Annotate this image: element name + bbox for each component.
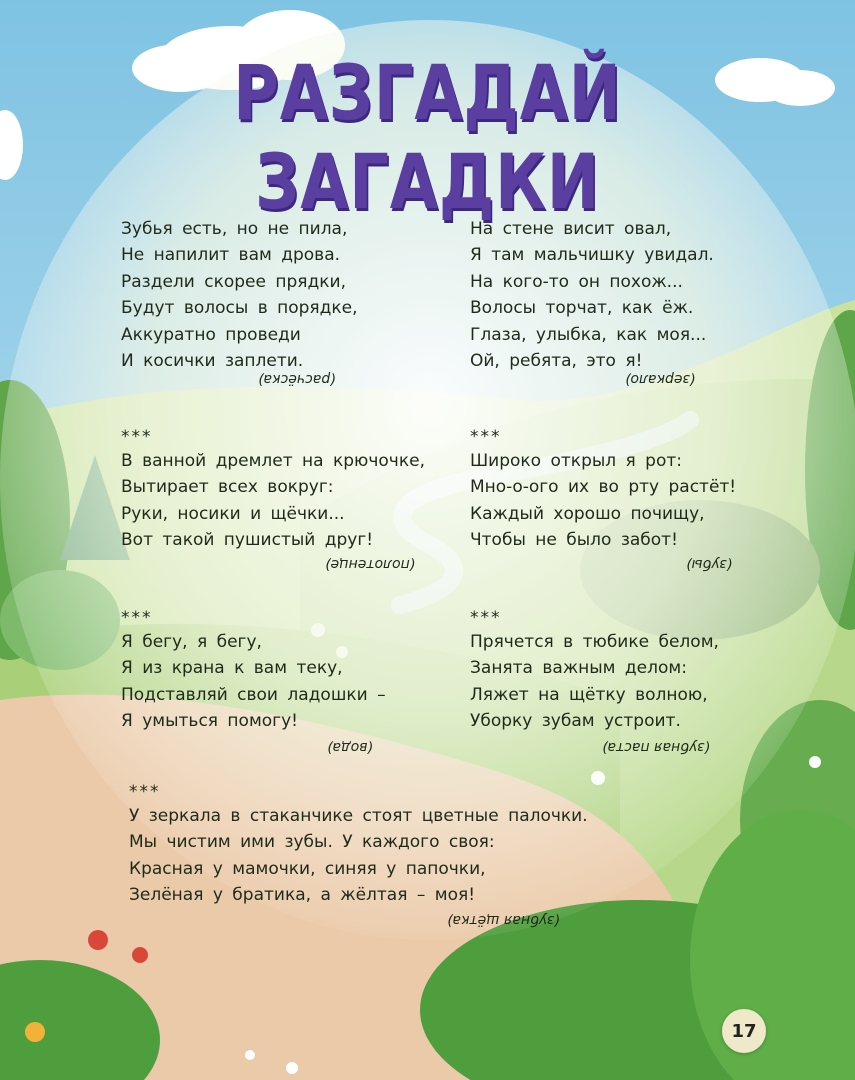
riddle-line: Не напилит вам дрова. [121, 245, 341, 266]
riddle-line: Я бегу, я бегу, [121, 632, 262, 652]
stars-separator: *** [470, 608, 502, 628]
riddle-line: Чтобы не было забот! [470, 530, 678, 551]
riddle-toothpaste [470, 605, 719, 735]
page-number: 17 [722, 1009, 766, 1053]
riddle-comb [121, 216, 358, 374]
page-title: РАЗГАДАЙ ЗАГАДКИ [233, 48, 622, 226]
stars-separator: *** [129, 782, 161, 802]
riddle-line: Мы чистим ими зубы. У каждого своя: [129, 832, 495, 853]
riddle-line: Будут волосы в порядке, [121, 298, 358, 319]
answer-upside-down: (зеркало) [625, 371, 696, 387]
riddle-water [121, 605, 386, 735]
riddle-line: Раздели скорее прядки, [121, 271, 346, 292]
riddle-line: Я умыться помогу! [121, 711, 298, 732]
riddle-line: Ой, ребята, это я! [470, 351, 643, 372]
answer-upside-down: (расчёска) [258, 371, 336, 387]
answer-upside-down: (зубная щётка) [447, 912, 560, 928]
riddle-line: Глаза, улыбка, как моя... [470, 324, 707, 345]
riddle-line: Занята важным делом: [470, 658, 687, 679]
riddle-line: Я из крана к вам теку, [121, 658, 343, 679]
riddle-line: Подставляй свои ладошки – [121, 684, 386, 705]
riddle-line: Аккуратно проведи [121, 324, 301, 345]
answer-upside-down: (зубы) [686, 556, 733, 572]
riddle-line: На кого-то он похож... [470, 271, 683, 292]
answer-upside-down: (зубная паста) [602, 739, 711, 755]
riddle-line: Широко открыл я рот: [470, 451, 682, 471]
riddle-towel [121, 424, 425, 554]
riddle-line: Зубья есть, но не пила, [121, 219, 348, 239]
stars-separator: *** [470, 427, 502, 447]
riddle-line: Я там мальчишку увидал. [470, 245, 714, 266]
riddle-mirror [470, 216, 714, 374]
riddle-line: Прячется в тюбике белом, [470, 632, 719, 652]
riddle-line: Волосы торчат, как ёж. [470, 298, 694, 319]
riddle-line: Вытирает всех вокруг: [121, 477, 334, 498]
riddle-toothbrush [129, 779, 588, 909]
riddle-line: Вот такой пушистый друг! [121, 530, 374, 551]
stars-separator: *** [121, 427, 153, 447]
riddle-teeth [470, 424, 736, 554]
riddle-line: Уборку зубам устроит. [470, 711, 681, 732]
stars-separator: *** [121, 608, 153, 628]
answer-upside-down: (вода) [327, 739, 373, 755]
riddle-line: В ванной дремлет на крючочке, [121, 451, 425, 471]
riddle-line: Руки, носики и щёчки... [121, 503, 345, 524]
riddle-line: И косички заплети. [121, 351, 304, 372]
riddle-line: Ляжет на щётку волною, [470, 684, 708, 705]
riddle-line: Зелёная у братика, а жёлтая – моя! [129, 885, 476, 906]
riddle-line: Каждый хорошо почищу, [470, 503, 705, 524]
riddle-line: Мно-о-ого их во рту растёт! [470, 477, 737, 498]
answer-upside-down: (полотенце) [325, 556, 416, 572]
riddle-line: У зеркала в стаканчике стоят цветные палочки. [129, 806, 588, 826]
riddle-line: На стене висит овал, [470, 219, 672, 239]
riddle-line: Красная у мамочки, синяя у папочки, [129, 858, 486, 879]
